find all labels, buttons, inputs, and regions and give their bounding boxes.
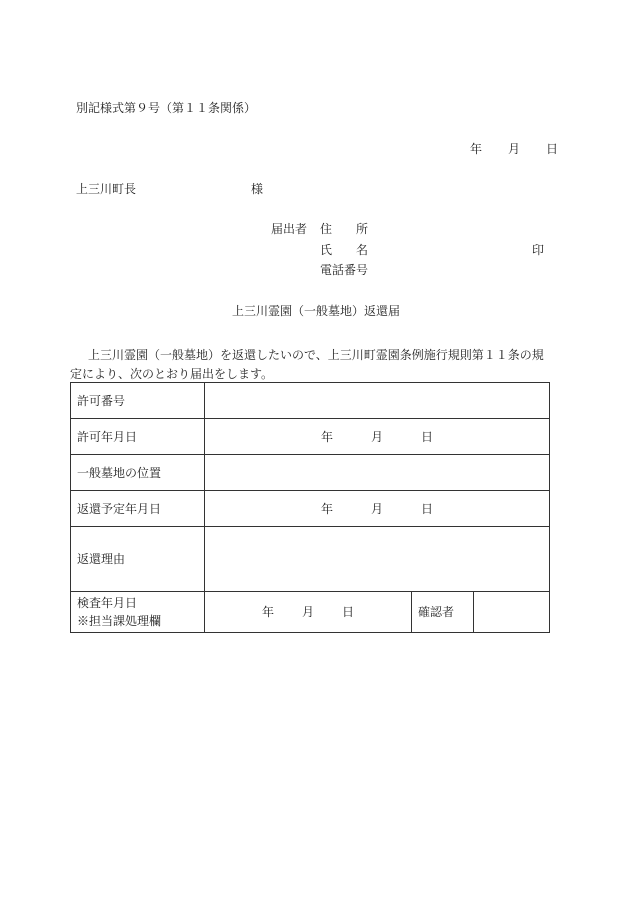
date-year-label: 年 [470, 142, 483, 156]
confirmer-label: 確認者 [411, 592, 473, 633]
applicant-label: 届出者 [271, 222, 308, 236]
table-row [71, 527, 550, 592]
date-month-label: 月 [508, 142, 521, 156]
year-label: 年 [261, 605, 274, 619]
addressee-honorific: 様 [251, 182, 264, 196]
day-label: 日 [342, 605, 355, 619]
month-label: 月 [301, 605, 314, 619]
inspection-date-label: 検査年月日 [77, 596, 138, 610]
office-use-label: ※担当課処理欄 [77, 614, 162, 628]
year-label: 年 [320, 501, 333, 516]
return-date-field[interactable] [205, 491, 550, 527]
plot-location-field[interactable] [205, 455, 550, 491]
return-date-label: 返還予定年月日 [71, 491, 205, 527]
seal-mark: 印 [532, 243, 545, 257]
applicant-name-label: 氏 名 [320, 243, 369, 257]
table-row [71, 419, 550, 455]
table-row [71, 455, 550, 491]
applicant-phone-label: 電話番号 [320, 263, 369, 277]
month-label: 月 [370, 429, 383, 444]
permit-date-field[interactable] [205, 419, 550, 455]
applicant-address-label: 住 所 [320, 222, 369, 236]
month-label: 月 [370, 501, 383, 516]
table-row [71, 383, 550, 419]
table-row [71, 592, 550, 633]
submission-date [470, 143, 558, 155]
document-title: 上三川霊園（一般墓地）返還届 [232, 304, 401, 318]
confirmer-field[interactable] [473, 592, 549, 633]
table-row [71, 491, 550, 527]
plot-location-label: 一般墓地の位置 [71, 455, 205, 491]
return-reason-label: 返還理由 [71, 527, 205, 592]
office-use-cell [71, 592, 205, 633]
inspection-date-field[interactable] [205, 592, 412, 633]
day-label: 日 [421, 501, 434, 516]
form-number: 別記様式第９号（第１１条関係） [76, 101, 257, 115]
day-label: 日 [421, 429, 434, 444]
permit-date-label: 許可年月日 [71, 419, 205, 455]
permit-number-label: 許可番号 [71, 383, 205, 419]
date-day-label: 日 [546, 142, 559, 156]
body-text-content: 上三川霊園（一般墓地）を返還したいので、上三川町霊園条例施行規則第１１条の規定により、次のとおり届出をします。 [70, 348, 544, 381]
return-reason-field[interactable] [205, 527, 550, 592]
permit-number-field[interactable] [205, 383, 550, 419]
return-form-table [70, 382, 550, 633]
addressee-name: 上三川町長 [76, 182, 137, 196]
year-label: 年 [320, 429, 333, 444]
body-text [70, 346, 550, 384]
